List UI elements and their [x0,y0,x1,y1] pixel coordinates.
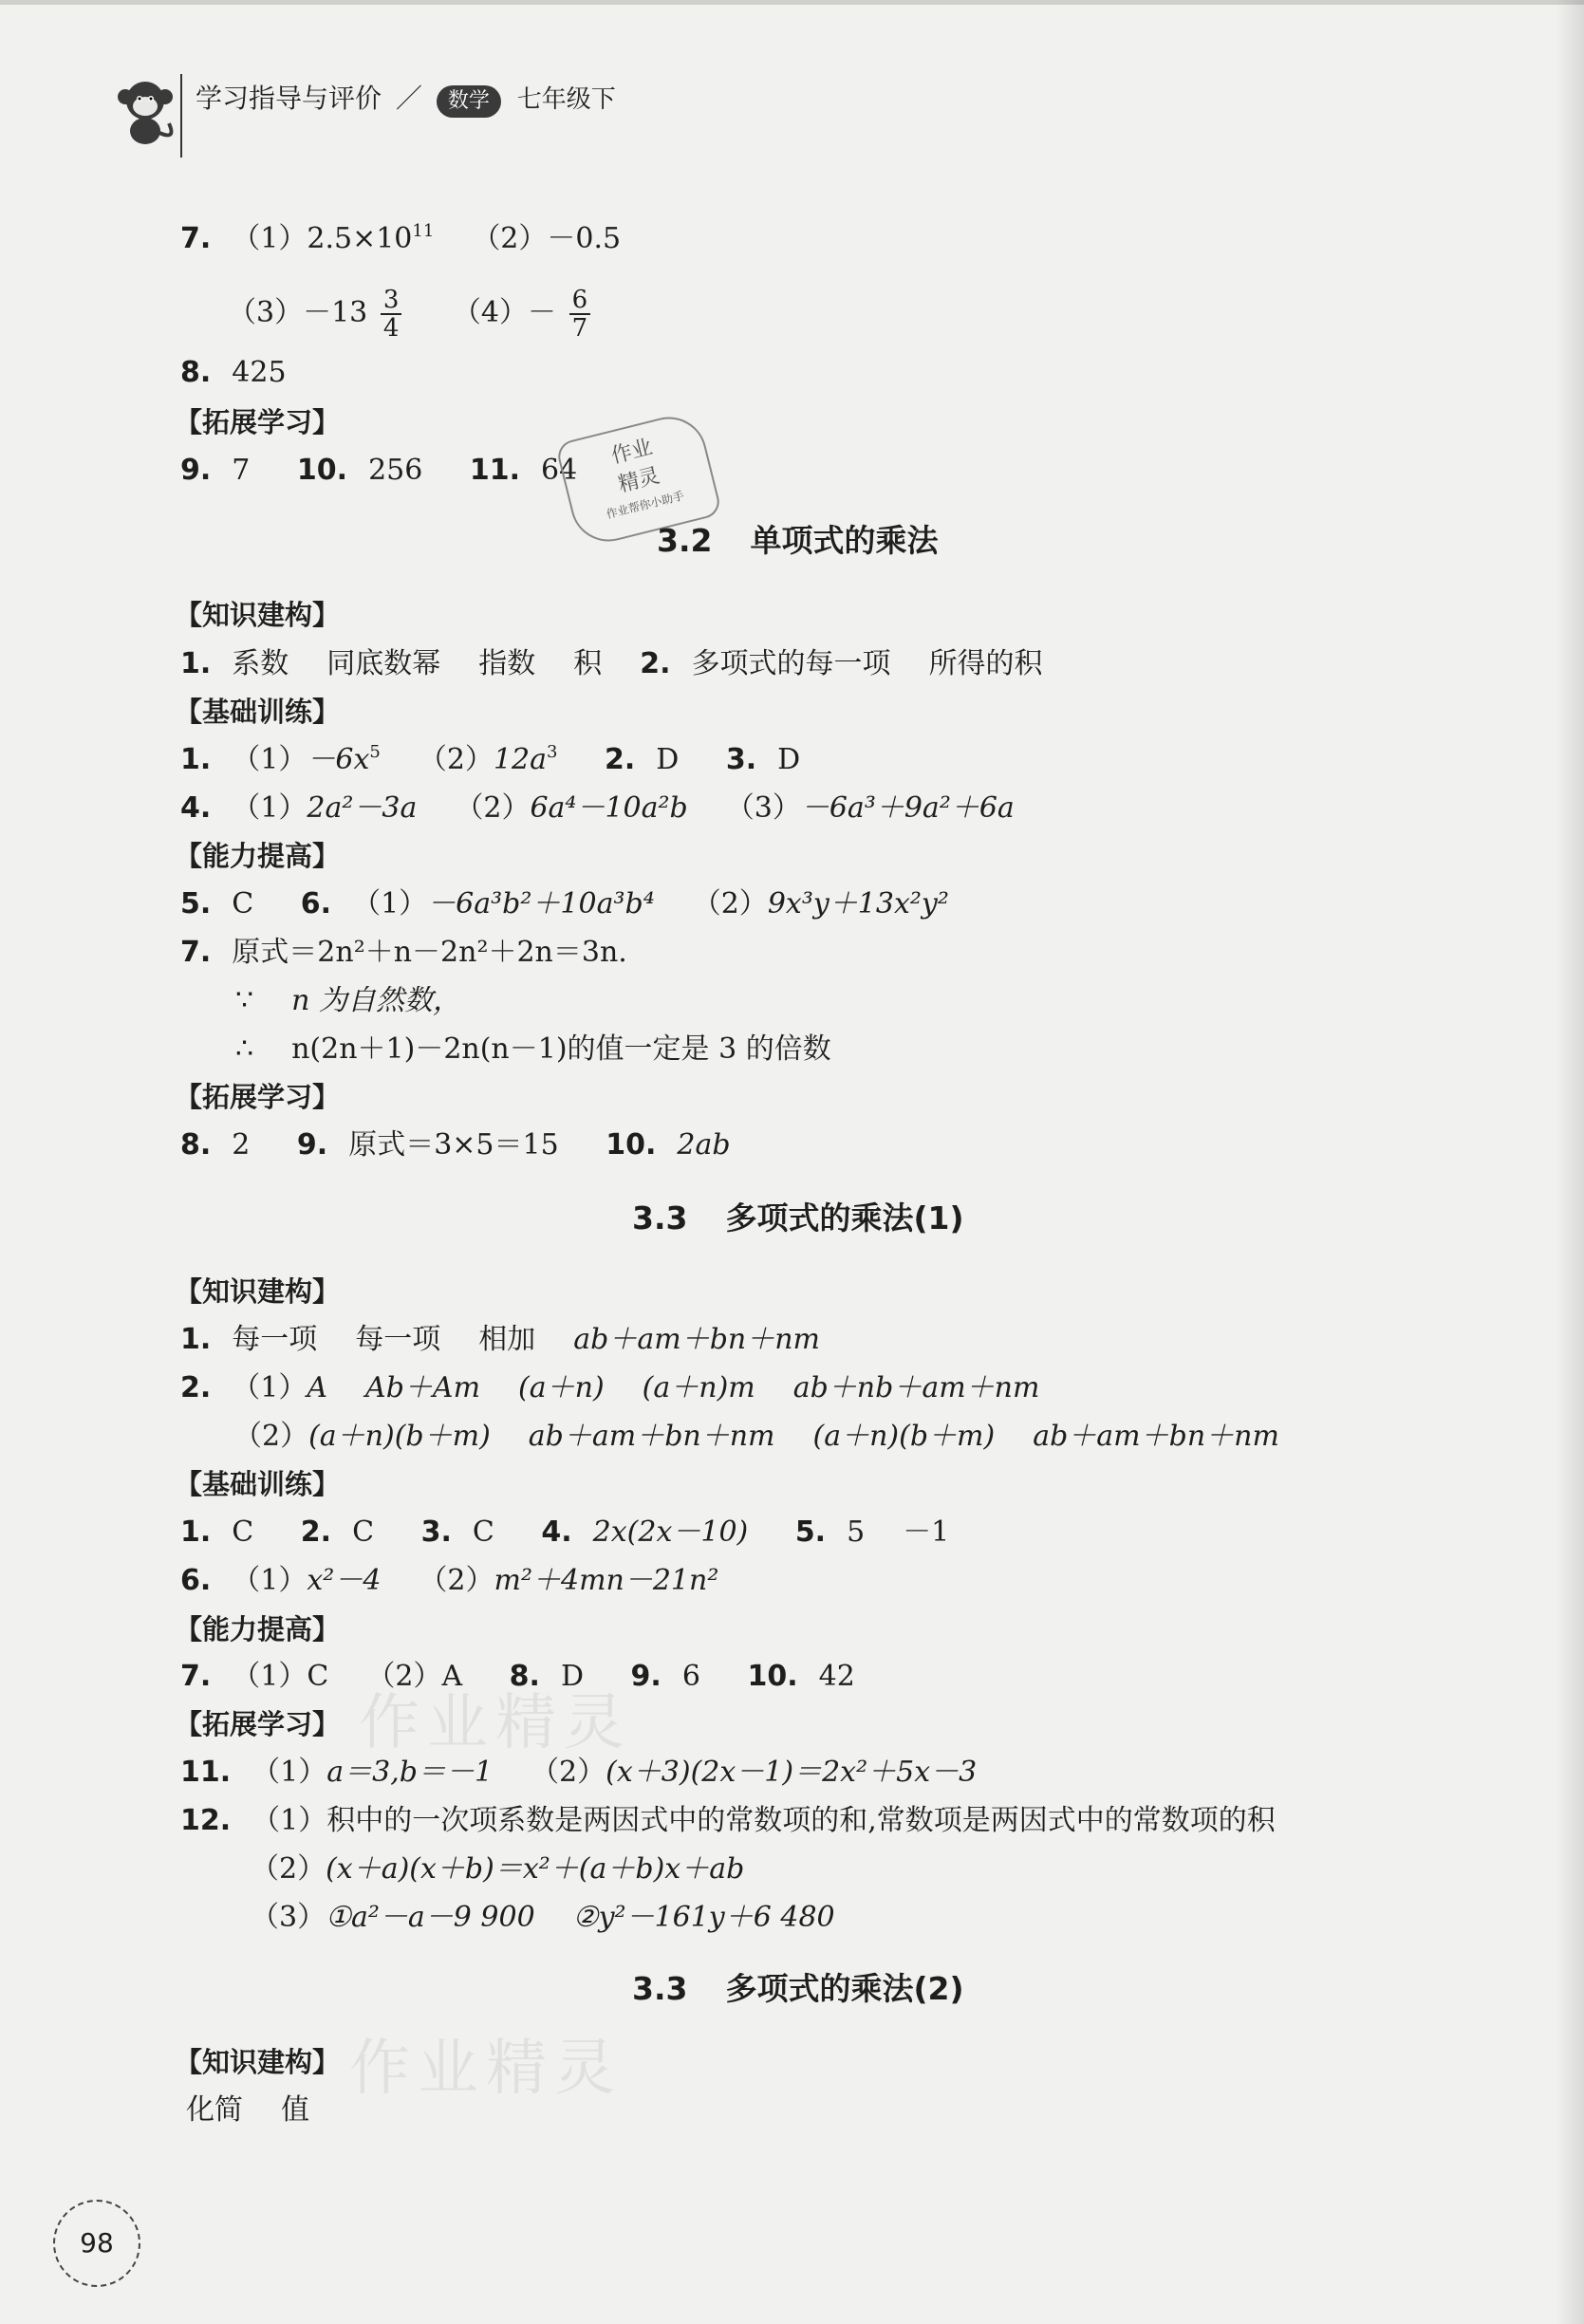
book-title: 学习指导与评价 [196,83,382,114]
header-slash: ／ [395,83,422,114]
heading-extension-2: 【拓展学习】 [175,1081,341,1113]
heading-basic-2: 【基础训练】 [175,1468,341,1500]
heading-knowledge-3: 【知识建构】 [175,2046,341,2078]
top-edge [0,0,1584,5]
knowledge-2-1: 1. 每一项 每一项 相加 ab＋am＋bn＋nm [180,1323,820,1356]
knowledge-2-2b: （2）(a＋n)(b＋m) ab＋am＋bn＋nm (a＋n)(b＋m) ab＋am＋bn＋nm [233,1420,1279,1453]
ability-7-line3: ∴ n(2n＋1)－2n(n－1)的值一定是 3 的倍数 [235,1032,831,1066]
extension-3-12-2: （2）(x＋a)(x＋b)＝x²＋(a＋b)x＋ab [251,1852,745,1886]
grade-label: 七年级下 [516,85,616,114]
extension-3-11: 11. （1）a＝3,b＝－1 （2）(x＋3)(2x－1)＝2x²＋5x－3 [180,1756,978,1789]
answer-7-line1: 7. $(1)2.5\times 10^{11}$ （2）－0.5 [180,221,622,255]
extension-8-10: 8. 2 9. 原式＝3×5＝15 10. 2ab [180,1128,731,1162]
knowledge-1-2: 1. 系数 同底数幂 指数 积 2. 多项式的每一项 所得的积 [180,647,1043,680]
ability-2-7-10: 7. （1）C （2）A 8. D 9. 6 10. 42 [180,1660,855,1693]
watermark-1: 作业精灵 [359,1688,632,1758]
answer-7-line2: （3）－13 $\frac{3}{4}$ （4）－ $\frac{6}{7}$ [228,287,594,342]
fraction-3-4: $\frac{3}{4}$ [381,287,402,342]
header-divider [180,74,182,158]
answers-9-11: 9. 7 10. 256 11. 64 [180,454,578,487]
section-3-3-2-title: 3.3 多项式的乘法(2) [632,1970,964,2007]
basic-1-3: 1. $(1)-6x^5$ $(2)12a^3$ 2. D 3. D [180,742,801,776]
section-3-2-title: 3.2 单项式的乘法 [657,522,939,559]
heading-extension-1: 【拓展学习】 [175,406,341,438]
extension-3-12-1: 12. （1）积中的一次项系数是两因式中的常数项的和,常数项是两因式中的常数项的积 [180,1804,1276,1837]
heading-ability-1: 【能力提高】 [175,840,341,872]
fraction-6-7: $\frac{6}{7}$ [569,287,591,342]
knowledge-2-2a: 2. （1）A Ab＋Am (a＋n) (a＋n)m ab＋nb＋am＋nm [180,1371,1040,1404]
heading-basic-1: 【基础训练】 [175,696,341,728]
heading-extension-3: 【拓展学习】 [175,1708,341,1740]
heading-ability-2: 【能力提高】 [175,1613,341,1645]
ability-5-6: 5. C 6. （1）－6a³b²＋10a³b⁴ （2）9x³y＋13x²y² [180,887,949,920]
basic-4: 4. （1）2a²－3a （2）6a⁴－10a²b （3）－6a³＋9a²＋6a [180,791,1015,825]
subject-badge: 数学 [437,85,501,118]
section-3-3-1-title: 3.3 多项式的乘法(1) [632,1199,964,1236]
basic-2-6: 6. （1）x²－4 （2）m²＋4mn－21n² [180,1564,719,1597]
knowledge-3-answer: 化简 值 [186,2093,309,2127]
basic-2-1-5: 1. C 2. C 3. C 4. 2x(2x－10) 5. 5 －1 [180,1515,950,1549]
watermark-2: 作业精灵 [349,2034,623,2104]
stamp-logo: 作业 精灵 作业帮你小助手 [554,409,722,549]
heading-knowledge-2: 【知识建构】 [175,1275,341,1308]
answer-8: 8. 425 [180,356,287,389]
extension-3-12-3: （3）①a²－a－9 900 ②y²－161y＋6 480 [251,1901,835,1934]
header [196,80,616,119]
heading-knowledge-1: 【知识建构】 [175,599,341,631]
ability-7-line1: 7. 原式＝2n²＋n－2n²＋2n＝3n. [180,936,627,969]
page-edge-shadow [1556,0,1584,2324]
ability-7-line2: ∵ n 为自然数， [235,984,461,1017]
mascot-icon [112,74,178,150]
page-number: 98 [53,2200,140,2287]
